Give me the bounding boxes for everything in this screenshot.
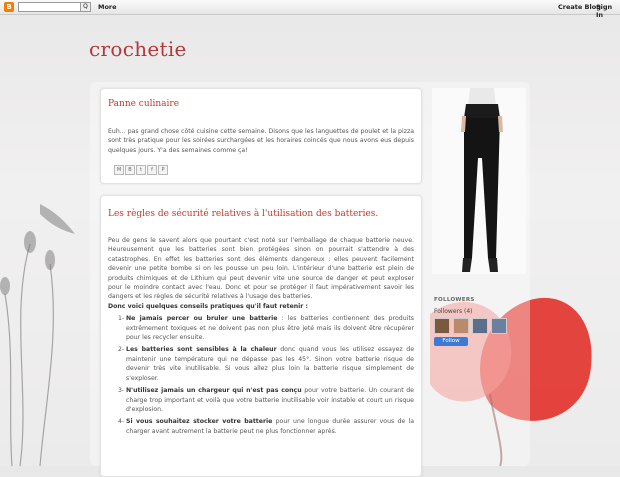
tip-heading: Si vous souhaitez stocker votre batterie <box>126 418 273 426</box>
safety-tips-list <box>108 314 414 436</box>
create-blog-link[interactable]: Create Blog <box>558 3 601 11</box>
post-intro-text: Peu de gens le savent alors que pourtant c'est noté sur l'emballage de chaque batterie neuve. Heureusement que les batteries sont bien protégées sinon on pourrait s'attendre à des catastrophes. En effet les batteries sont des éléments dangereux : elles peuvent facilement devenir une petite bombe si on les pousse un peu loin. L'intérieur d'une batterie est plein de produits chimiques et de Lithium qui peut devenir vite une source de danger et peut exploser pour le moindre contact avec l'eau. Donc et pour se protéger il faut impérativement savoir les dangers et les règles de sécurité relatives à l'usage des batteries. <box>108 237 414 301</box>
tip-number: 2- <box>118 346 125 354</box>
share-buttons <box>114 165 168 174</box>
post-title[interactable]: Les règles de sécurité relatives à l'utilisation des batteries. <box>108 209 379 219</box>
tip-text: : les batteries contiennent des produits extrêmement toxiques et ne doivent pas non plus être jeté mais ils doivent être récupérer pour les recycler ensuite. <box>126 315 414 342</box>
list-item <box>108 386 414 414</box>
followers-heading: FOLLOWERS <box>434 297 475 303</box>
more-menu[interactable]: More <box>98 3 117 11</box>
followers-count: Followers (4) <box>434 308 473 315</box>
avatar[interactable] <box>491 318 507 334</box>
tip-heading: N'utilisez jamais un chargeur qui n'est pas conçu <box>126 387 302 395</box>
tip-text: donc quand vous les utilisez essayez de maintenir une température qui ne dépasse pas les 45°. Sinon votre batterie risque de devenir très vite inutilisable. Si vous allez plus loin la batterie risque simplement de s'exploser. <box>126 346 414 382</box>
post-title[interactable]: Panne culinaire <box>108 99 180 109</box>
tip-text: pour une longue durée assurer vous de la charger avant autrement la batterie peut ne plus fonctionner après. <box>126 418 414 435</box>
tip-text: pour votre batterie. Un courant de charge trop important et voilà que votre batterie inutilisable voir instable et court un risque d'explosion. <box>126 387 414 413</box>
twitter-share-icon[interactable]: t <box>136 165 146 175</box>
sign-in-link[interactable]: Sign In <box>596 3 613 19</box>
search-input[interactable] <box>18 2 84 12</box>
blogger-logo-icon[interactable]: B <box>4 2 14 12</box>
email-share-icon[interactable]: M <box>114 165 124 175</box>
sidebar-image[interactable] <box>432 88 526 274</box>
tip-heading: Ne jamais percer ou bruler une batterie <box>126 315 278 323</box>
blog-title[interactable]: crochetie <box>89 37 187 61</box>
poppy-buds <box>0 204 75 295</box>
follower-avatars <box>434 318 507 334</box>
facebook-share-icon[interactable]: f <box>147 165 157 175</box>
list-item <box>108 345 414 383</box>
tip-number: 1- <box>118 315 125 323</box>
list-item <box>108 417 414 436</box>
list-item <box>108 314 414 342</box>
tip-number: 3- <box>118 387 125 395</box>
poppy-stems <box>5 244 53 466</box>
post-body <box>108 127 414 155</box>
tip-number: 4- <box>118 418 125 426</box>
avatar[interactable] <box>453 318 469 334</box>
tip-heading: Les batteries sont sensibles à la chaleur <box>126 346 277 354</box>
post-card <box>100 88 422 184</box>
post-lead-text: Donc voici quelques conseils pratiques qu'il faut retenir : <box>108 302 308 310</box>
post-card <box>100 195 422 477</box>
blogger-navbar <box>0 0 620 19</box>
jeans-photo-icon <box>432 88 526 274</box>
post-body <box>108 236 414 439</box>
follow-button[interactable]: Follow <box>434 337 468 346</box>
followers-widget <box>432 283 526 353</box>
avatar[interactable] <box>434 318 450 334</box>
post-body-text: Euh... pas grand chose côté cuisine cette semaine. Disons que les languettes de poulet et la pizza sont très pratique pour les soirées surchargées et les horaires coincés que nous avons eus depuis quelques jours. Y'a des semaines comme ça! <box>108 128 414 154</box>
pinterest-share-icon[interactable]: P <box>158 165 168 175</box>
avatar[interactable] <box>472 318 488 334</box>
blogthis-share-icon[interactable]: B <box>125 165 135 175</box>
search-button[interactable]: Q <box>80 2 91 12</box>
